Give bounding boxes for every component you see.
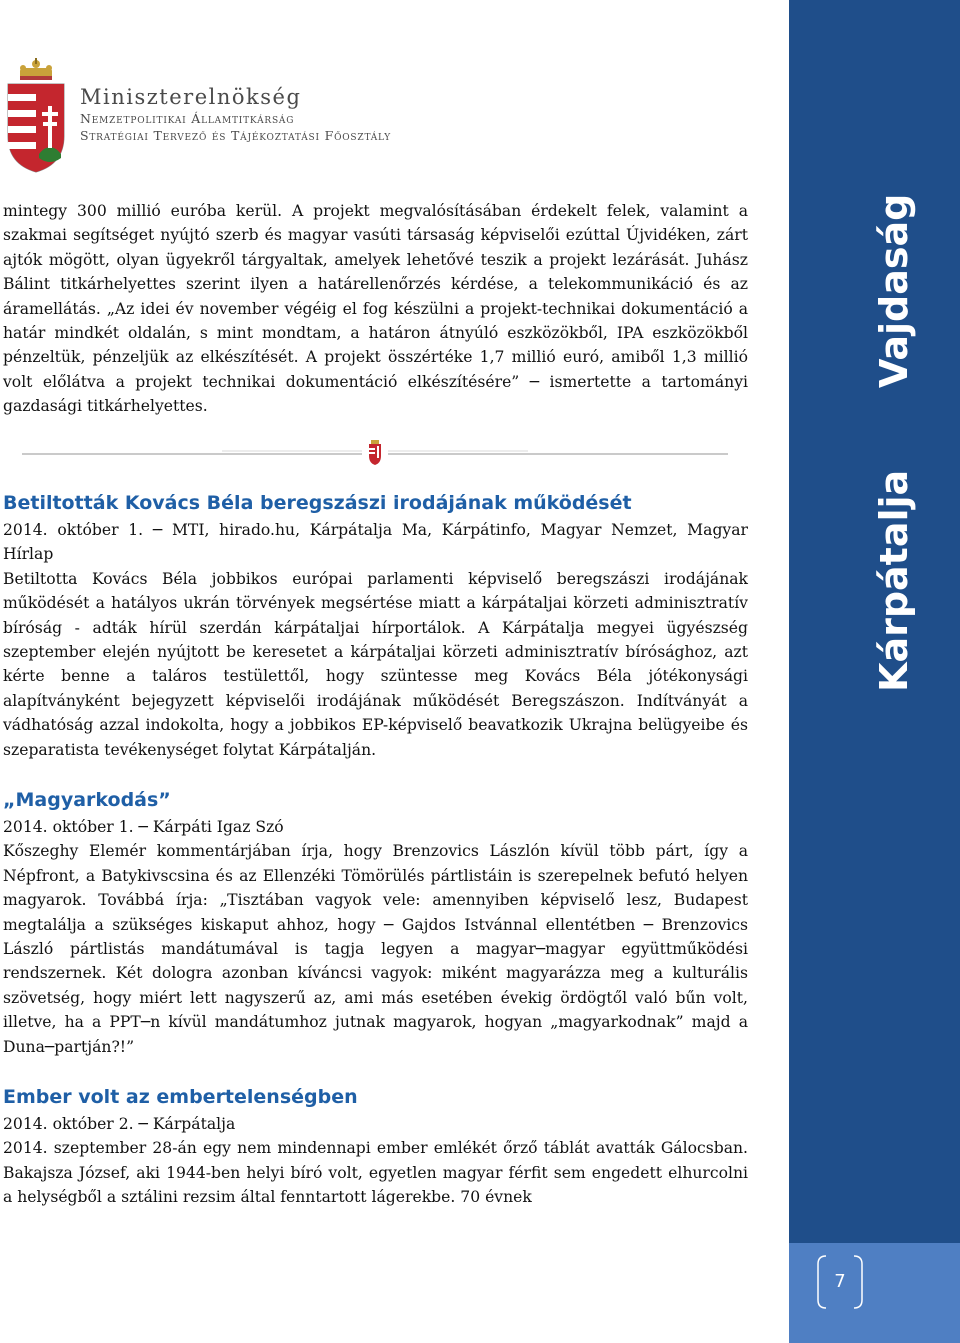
article-2-title[interactable]: „Magyarkodás” xyxy=(3,789,171,811)
org-subtitle-2: Stratégiai Tervező és Tájékoztatási Főosztály xyxy=(80,128,391,143)
article-1-meta: 2014. október 1. ─ MTI, hirado.hu, Kárpátalja Ma, Kárpátinfo, Magyar Nemzet, Magyar Hírlap xyxy=(3,521,748,564)
sidebar-label-karpatalja: Kárpátalja xyxy=(872,469,916,692)
hungarian-coat-of-arms-icon xyxy=(6,58,66,174)
article-3-meta: 2014. október 2. ─ Kárpátalja xyxy=(3,1115,236,1133)
article-3-body: 2014. szeptember 28-án egy nem mindennapi ember emlékét őrző táblát avatták Gálocsban. Bakajsza József, aki 1944-ben helyi bíró volt, egyetlen magyar férfit sem engedett elhurcolni a helységből a sztálini rezsim által fenntartott lágerekbe. 70 évnek xyxy=(3,1139,748,1207)
article-2 xyxy=(3,787,748,1059)
sidebar-label-vajdasag: Vajdaság xyxy=(872,193,916,388)
page-number: 7 xyxy=(834,1270,846,1292)
article-1 xyxy=(3,490,748,762)
article-3-title[interactable]: Ember volt az embertelenségben xyxy=(3,1086,358,1108)
article-1-title[interactable]: Betiltották Kovács Béla beregszászi irodájának működését xyxy=(3,492,632,514)
coat-of-arms-logo xyxy=(6,58,66,174)
intro-paragraph: mintegy 300 millió euróba kerül. A projekt megvalósításában érdekelt felek, valamint a szakmai segítséget nyújtó szerb és magyar vasúti társaság képviselői ezúttal Újvidéken, zárt ajtók mögött, olyan ügyekről tárgyaltak, amelyek lehetővé teszik a projekt lezárását. Juhász Bálint titkárhelyettes szerint ilyen a határellenőrzés kérdése, a telekommunikáció és az áramellátás. „Az idei év november végéig el fog készülni a projekt-technikai dokumentáció a határ mindkét oldalán, s mint mondtam, a határon átnyúló eszközökből, IPA eszközökből pénzeltük, pénzeljük az elkészítését. A projekt összértéke 1,7 millió euró, amiből 1,3 millió volt előlátva a projekt technikai dokumentáció elkészítésére” ─ ismertette a tartományi gazdasági titkárhelyettes. xyxy=(3,202,748,416)
org-name: Miniszterelnökség xyxy=(80,85,302,109)
article-1-body: Betiltotta Kovács Béla jobbikos európai parlamenti képviselő beregszászi irodájának működését a hatályos ukrán törvények megsértése miatt a kárpátaljai körzeti adminisztratív bíróság - adták hírül szerdán kárpátaljai hírportálok. A Kárpátalja megyei ügyészség szeptember elején nyújtott be keresetet a kárpátaljai körzeti adminisztratív bírósághoz, azt kérte benne a taláros testülettől, hogy szüntesse meg Kovács Béla jótékonysági alapítványként bejegyzett képviselői irodájának működését Beregszászon. Indítványát a vádhatóság azzal indokolta, hogy a jobbikos EP-képviselő beavatkozik Ukrajna belügyeibe és szeparatista tevékenységet folytat Kárpátalján. xyxy=(3,569,748,759)
article-2-body: Kőszeghy Elemér kommentárjában írja, hogy Brenzovics Lászlón kívül több párt, így a Népfront, a Batykivscsina és az Ellenzéki Tömörülés pártlistáin is szerepelnek befutó helyen magyarok. Továbbá írja: „Tisztában vagyok vele: amennyiben képviselő lesz, Budapest megtalálja a szükséges kiskaput ahhoz, hogy ─ Gajdos Istvánnal ellentétben ─ Brenzovics László pártlistás mandátumával is tagja legyen a magyar─magyar együttműködési rendszernek. Két dologra azonban kíváncsi vagyok: miként magyarázza meg a kulturális szövetség, hogy miért lett nagyszerű az, ami más esetében évekig ördögtől való bűn volt, illetve, ha a PPT─n kívül mandátumhoz jutnak magyarok, hogyan „magyarkodnak” majd a Duna─partján?!” xyxy=(3,842,748,1056)
article-3 xyxy=(3,1084,748,1210)
org-subtitle-1: Nemzetpolitikai Államtitkárság xyxy=(80,111,295,126)
main-content xyxy=(3,199,748,419)
organization-header xyxy=(80,84,391,144)
ornamental-divider xyxy=(22,438,728,468)
article-2-meta: 2014. október 1. ─ Kárpáti Igaz Szó xyxy=(3,818,284,836)
